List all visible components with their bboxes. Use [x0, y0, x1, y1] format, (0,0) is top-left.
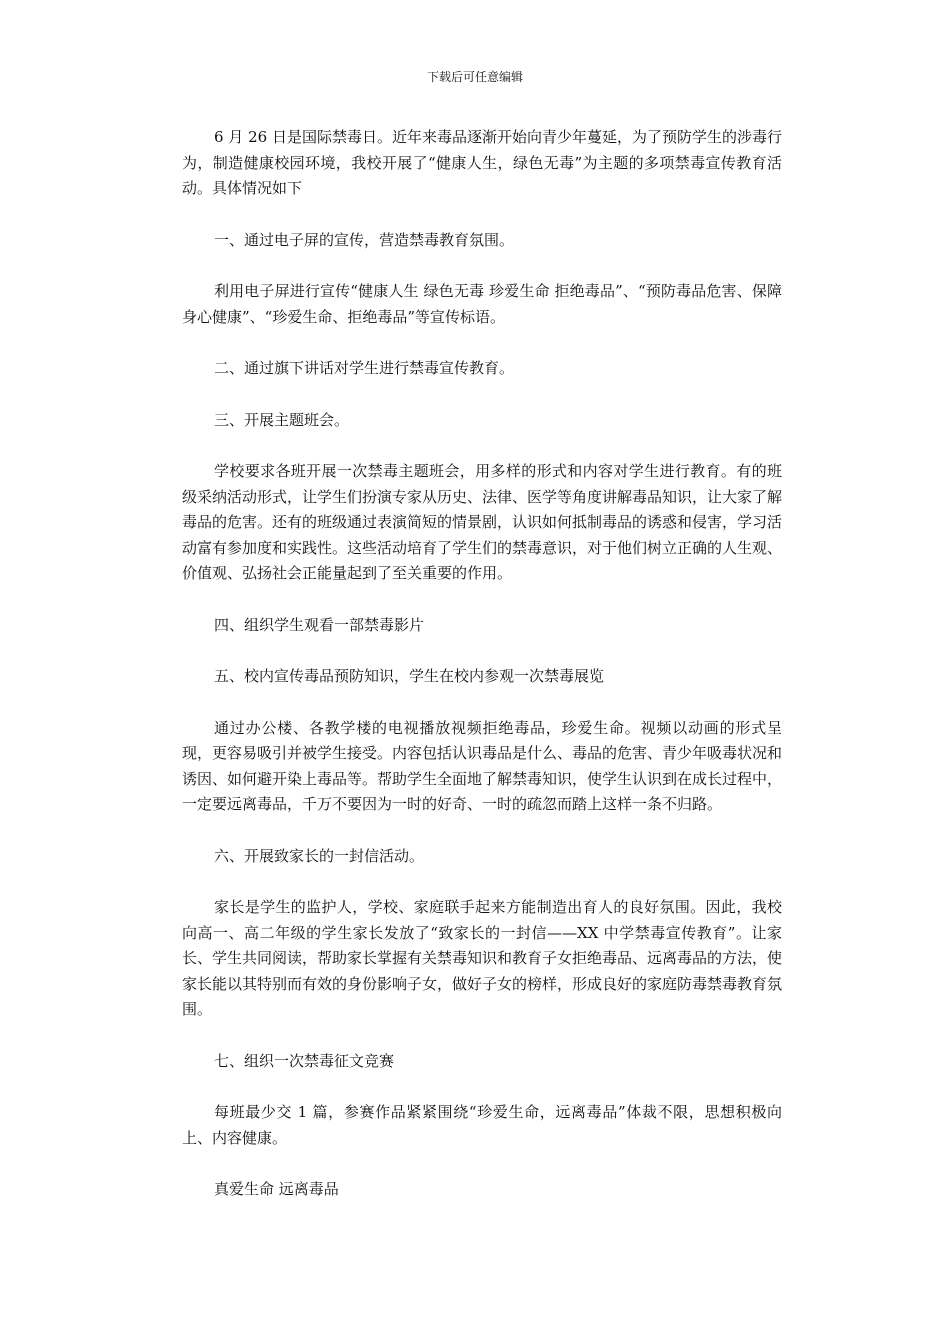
section-heading-3 — [182, 408, 782, 434]
page-header: 下载后可任意编辑 — [426, 70, 523, 84]
paragraph-text: 6 月 26 日是国际禁毒日。近年来毒品逐渐开始向青少年蔓延，为了预防学生的涉毒行为，制造健康校园环境，我校开展了“健康人生，绿色无毒”为主题的多项禁毒宣传教育活动。具体情况如下 — [182, 128, 782, 197]
section-heading-7 — [182, 1049, 782, 1075]
paragraph-text: 家长是学生的监护人，学校、家庭联手起来方能制造出育人的良好氛围。因此，我校向高一、高二年级的学生家长发放了“致家长的一封信——XX 中学禁毒宣传教育”。让家长、学生共同阅读，帮助家长掌握有关禁毒知识和教育子女拒绝毒品、远离毒品的方法，使家长能以其特别而有效的身份影响子女，做好子女的榜样，形成良好的家庭防毒禁毒教育氛围。 — [182, 898, 783, 1018]
paragraph-text: 学校要求各班开展一次禁毒主题班会，用多样的形式和内容对学生进行教育。有的班级采纳活动形式，让学生们扮演专家从历史、法律、医学等角度讲解毒品知识，让大家了解毒品的危害。还有的班级通过表演简短的情景剧，认识如何抵制毒品的诱惑和侵害，学习活动富有参加度和实践性。这些活动培育了学生们的禁毒意识，对于他们树立正确的人生观、价值观、弘扬社会正能量起到了至关重要的作用。 — [182, 462, 783, 582]
heading-text: 七、组织一次禁毒征文竞赛 — [214, 1051, 395, 1070]
paragraph-text: 利用电子屏进行宣传“健康人生 绿色无毒 珍爱生命 拒绝毒品”、“预防毒品危害、保障身心健康”、“珍爱生命、拒绝毒品”等宣传标语。 — [182, 282, 782, 326]
paragraph-text: 通过办公楼、各教学楼的电视播放视频拒绝毒品，珍爱生命。视频以动画的形式呈现，更容易吸引并被学生接受。内容包括认识毒品是什么、毒品的危害、青少年吸毒状况和诱因、如何避开染上毒品等。帮助学生全面地了解禁毒知识，使学生认识到在成长过程中，一定要远离毒品，千万不要因为一时的好奇、一时的疏忽而踏上这样一条不归路。 — [182, 718, 783, 813]
section-body-5 — [182, 716, 782, 818]
section-body-6 — [182, 895, 782, 1023]
section-heading-5 — [182, 664, 782, 690]
section-heading-4 — [182, 613, 782, 639]
section-body-1 — [182, 279, 782, 330]
heading-text: 四、组织学生观看一部禁毒影片 — [214, 615, 425, 634]
document-body — [182, 125, 782, 1229]
heading-text: 一、通过电子屏的宣传，营造禁毒教育氛围。 — [214, 230, 515, 249]
heading-text: 六、开展致家长的一封信活动。 — [214, 846, 425, 865]
heading-text: 真爱生命 远离毒品 — [214, 1180, 339, 1198]
heading-text: 三、开展主题班会。 — [214, 410, 350, 429]
paragraph-text: 每班最少交 1 篇，参赛作品紧紧围绕“珍爱生命，远离毒品”体裁不限，思想积极向上、内容健康。 — [182, 1103, 782, 1147]
heading-text: 二、通过旗下讲话对学生进行禁毒宣传教育。 — [214, 359, 515, 377]
section-heading-6 — [182, 844, 782, 870]
closing-title — [182, 1177, 782, 1203]
intro-paragraph — [182, 125, 782, 202]
section-heading-1 — [182, 228, 782, 254]
heading-text: 五、校内宣传毒品预防知识，学生在校内参观一次禁毒展览 — [214, 667, 605, 685]
section-body-7 — [182, 1100, 782, 1151]
section-heading-2 — [182, 356, 782, 382]
section-body-3 — [182, 459, 782, 587]
